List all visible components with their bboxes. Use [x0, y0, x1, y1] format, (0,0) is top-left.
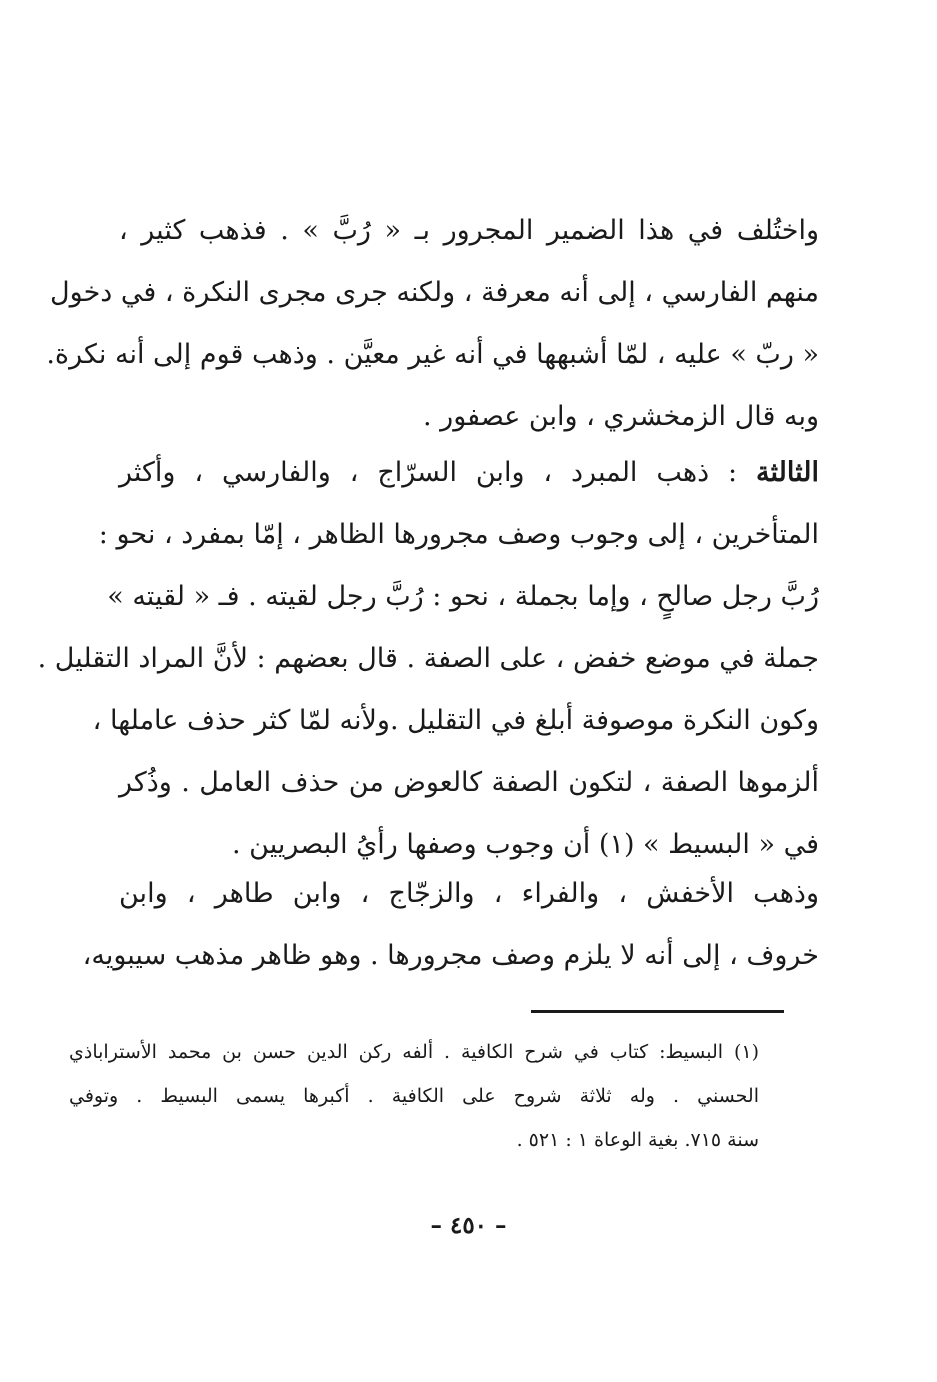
- text-line: رُبَّ رجل صالحٍ ، وإما بجملة ، نحو : رُبَّ رجل لقيته . فـ « لقيته »: [107, 581, 819, 612]
- section-lead: الثالثة: [756, 457, 819, 488]
- text-line: خروف ، إلى أنه لا يلزم وصف مجرورها . وهو ظاهر مذهب سيبويه،: [82, 940, 819, 971]
- text-line: جملة في موضع خفض ، على الصفة . قال بعضهم : لأنَّ المراد التقليل .: [37, 643, 819, 674]
- text-line: وذهب الأخفش ، والفراء ، والزجّاج ، وابن طاهر ، وابن: [119, 878, 819, 909]
- footnote-separator: [531, 1010, 784, 1013]
- paragraph-2: [37, 442, 819, 876]
- footnote: [69, 1030, 759, 1162]
- text-line: وكون النكرة موصوفة أبلغ في التقليل .ولأنه لمّا كثر حذف عاملها ،: [92, 705, 819, 736]
- text-line: منهم الفارسي ، إلى أنه معرفة ، ولكنه جرى مجرى النكرة ، في دخول: [50, 277, 819, 308]
- text-line: في « البسيط » (١) أن وجوب وصفها رأيُ البصريين .: [232, 829, 819, 860]
- text-line: ألزموها الصفة ، لتكون الصفة كالعوض من حذف العامل . وذُكر: [119, 767, 819, 798]
- text-line: « ربّ » عليه ، لمّا أشبهها في أنه غير معيَّن . وذهب قوم إلى أنه نكرة.: [46, 339, 819, 370]
- footnote-line: (١) البسيط: كتاب في شرح الكافية . ألفه ركن الدين حسن بن محمد الأستراباذي: [69, 1041, 759, 1063]
- text-line: المتأخرين ، إلى وجوب وصف مجرورها الظاهر ، إمّا بمفرد ، نحو :: [98, 519, 819, 550]
- page-number: – ٤٥٠ –: [430, 1212, 507, 1239]
- paragraph-3: [82, 863, 819, 987]
- text-line-rest: : ذهب المبرد ، وابن السرّاج ، والفارسي ، وأكثر: [119, 457, 738, 488]
- text-line: واختُلف في هذا الضمير المجرور بـ « رُبَّ » . فذهب كثير ،: [119, 215, 819, 246]
- text-line-with-lead: [119, 442, 819, 504]
- footnote-line: الحسني . وله ثلاثة شروح على الكافية . أكبرها يسمى البسيط . وتوفي: [69, 1085, 759, 1107]
- paragraph-1: [46, 200, 819, 448]
- text-line: وبه قال الزمخشري ، وابن عصفور .: [423, 401, 819, 432]
- footnote-line: سنة ٧١٥. بغية الوعاة ١ : ٥٢١ .: [516, 1129, 759, 1151]
